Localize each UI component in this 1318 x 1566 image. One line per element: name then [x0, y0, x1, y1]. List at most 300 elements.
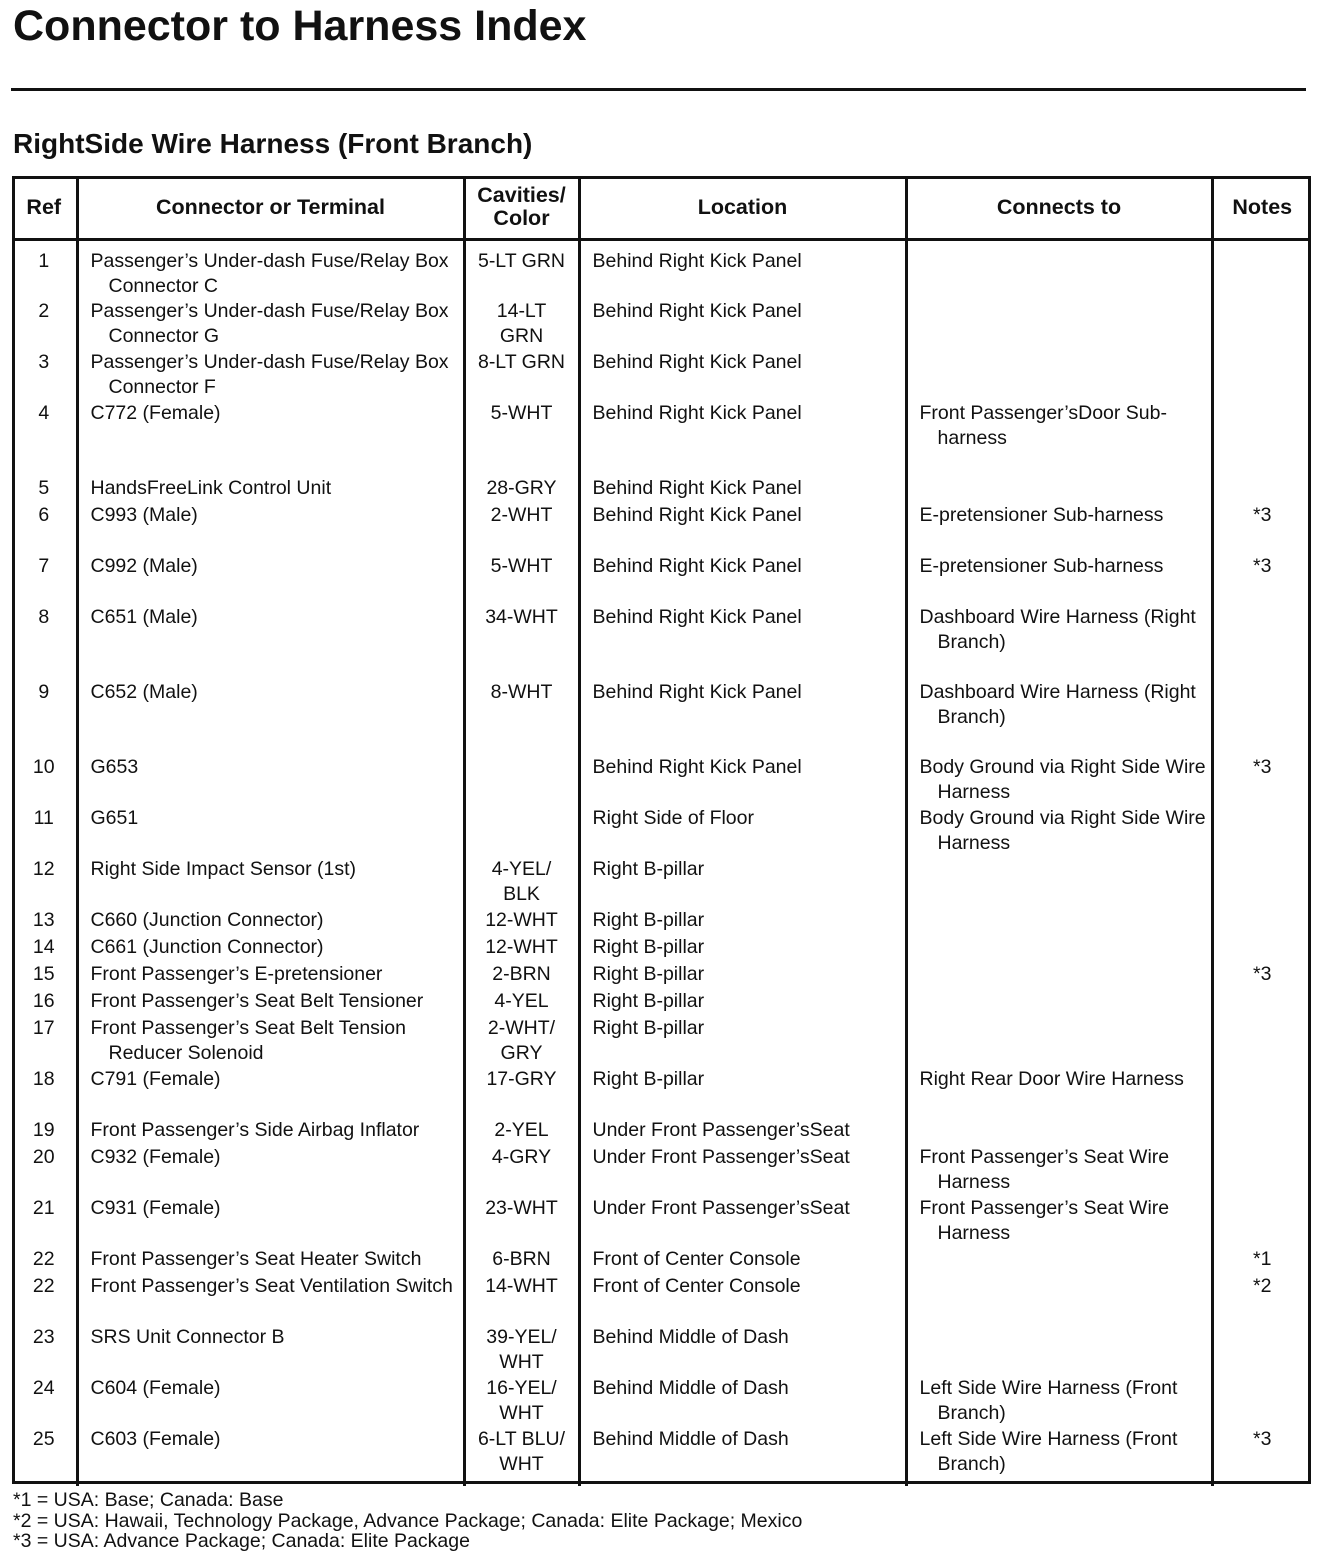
- cavities-cell: [464, 401, 579, 476]
- connects-to-cell: [906, 1145, 1212, 1196]
- notes-cell: [1212, 1118, 1311, 1145]
- cavities-cell: [464, 503, 579, 554]
- cavities-cell-text: 6-BRN: [492, 1248, 551, 1270]
- notes-cell: [1212, 240, 1311, 300]
- cavities-cell-text: 2-BRN: [492, 963, 551, 985]
- notes-cell-text: *3: [1253, 963, 1272, 985]
- location-cell: [579, 554, 906, 605]
- connects-to-cell: [906, 908, 1212, 935]
- table-row: [12, 1376, 1311, 1427]
- location-cell-text: Behind Middle of Dash: [592, 1326, 789, 1348]
- location-cell: [579, 1274, 906, 1325]
- connector-cell: [77, 1016, 464, 1067]
- location-cell-text: Right B-pillar: [592, 1068, 705, 1090]
- cavities-cell: [464, 1196, 579, 1247]
- connector-cell-text: G653: [90, 756, 139, 778]
- footnotes: [13, 1490, 802, 1552]
- notes-cell: [1212, 755, 1311, 806]
- ref-cell-text: 10: [32, 756, 55, 778]
- notes-cell: [1212, 1247, 1311, 1274]
- ref-cell: [12, 476, 77, 503]
- ref-cell: [12, 1325, 77, 1376]
- connects-to-cell-text: E-pretensioner Sub-harness: [919, 504, 1164, 526]
- location-cell: [579, 350, 906, 401]
- location-cell: [579, 1145, 906, 1196]
- ref-cell: [12, 857, 77, 908]
- cavities-cell: [464, 989, 579, 1016]
- cavities-cell: [464, 240, 579, 300]
- connects-to-cell: [906, 1067, 1212, 1118]
- location-cell: [579, 989, 906, 1016]
- table-row: [12, 1016, 1311, 1067]
- location-cell-text: Right B-pillar: [592, 990, 705, 1012]
- table-row: [12, 240, 1311, 300]
- cavities-cell: [464, 962, 579, 989]
- connector-cell: [77, 1145, 464, 1196]
- ref-cell-text: 25: [32, 1428, 55, 1450]
- notes-cell-text: *3: [1253, 555, 1272, 577]
- location-cell: [579, 299, 906, 350]
- cavities-cell-text: 4-YEL/ BLK: [491, 858, 552, 905]
- connector-cell: [77, 1196, 464, 1247]
- location-cell: [579, 806, 906, 857]
- location-cell: [579, 680, 906, 755]
- table-row: [12, 1247, 1311, 1274]
- ref-cell-text: 9: [38, 681, 50, 703]
- connector-cell: [77, 350, 464, 401]
- ref-cell-text: 7: [38, 555, 50, 577]
- connector-cell-text: Passenger’s Under-dash Fuse/Relay Box Connector C: [90, 250, 449, 297]
- connector-cell: [77, 1325, 464, 1376]
- connector-cell: [77, 806, 464, 857]
- notes-cell: [1212, 989, 1311, 1016]
- location-cell-text: Behind Right Kick Panel: [592, 681, 802, 703]
- cavities-cell: [464, 1325, 579, 1376]
- ref-cell: [12, 755, 77, 806]
- notes-cell: [1212, 806, 1311, 857]
- connects-to-cell-text: Body Ground via Right Side Wire Harness: [919, 807, 1206, 854]
- connector-cell-text: C651 (Male): [90, 606, 198, 628]
- ref-cell-text: 13: [32, 909, 55, 931]
- notes-cell: [1212, 1274, 1311, 1325]
- table-row: [12, 401, 1311, 476]
- location-cell: [579, 962, 906, 989]
- location-cell-text: Right B-pillar: [592, 936, 705, 958]
- table-row: [12, 989, 1311, 1016]
- ref-cell: [12, 350, 77, 401]
- ref-cell: [12, 554, 77, 605]
- ref-cell: [12, 1016, 77, 1067]
- table-row: [12, 1427, 1311, 1486]
- table-row: [12, 476, 1311, 503]
- ref-cell-text: 22: [32, 1248, 55, 1270]
- ref-cell: [12, 680, 77, 755]
- connects-to-cell: [906, 1274, 1212, 1325]
- header-notes: Notes: [1212, 176, 1311, 240]
- cavities-cell-text: 12-WHT: [485, 909, 558, 931]
- location-cell: [579, 1196, 906, 1247]
- location-cell-text: Behind Middle of Dash: [592, 1377, 789, 1399]
- location-cell-text: Right B-pillar: [592, 909, 705, 931]
- ref-cell: [12, 1196, 77, 1247]
- connector-cell-text: Front Passenger’s Seat Ventilation Switch: [90, 1275, 453, 1297]
- cavities-cell-text: 4-YEL: [494, 990, 549, 1012]
- connector-cell: [77, 401, 464, 476]
- cavities-cell: [464, 476, 579, 503]
- connects-to-cell-text: Dashboard Wire Harness (Right Branch): [919, 606, 1196, 653]
- connects-to-cell-text: Front Passenger’s Seat Wire Harness: [919, 1197, 1170, 1244]
- location-cell: [579, 1427, 906, 1486]
- connector-cell-text: Front Passenger’s Seat Heater Switch: [90, 1248, 422, 1270]
- connector-cell: [77, 857, 464, 908]
- location-cell: [579, 1247, 906, 1274]
- footnote-3: *3 = USA: Advance Package; Canada: Elite Package: [13, 1530, 470, 1552]
- notes-cell: [1212, 1016, 1311, 1067]
- connects-to-cell-text: Left Side Wire Harness (Front Branch): [919, 1428, 1178, 1475]
- location-cell: [579, 1016, 906, 1067]
- connector-index-table: [12, 176, 1311, 1486]
- ref-cell-text: 23: [32, 1326, 55, 1348]
- ref-cell-text: 2: [38, 300, 50, 322]
- location-cell-text: Right B-pillar: [592, 1017, 705, 1039]
- location-cell-text: Under Front Passenger’sSeat: [592, 1197, 850, 1219]
- connects-to-cell: [906, 935, 1212, 962]
- cavities-cell-text: 2-WHT/ GRY: [487, 1017, 556, 1064]
- cavities-cell: [464, 1145, 579, 1196]
- connector-cell-text: C661 (Junction Connector): [90, 936, 324, 958]
- connector-cell: [77, 1067, 464, 1118]
- notes-cell-text: *1: [1253, 1248, 1272, 1270]
- notes-cell: [1212, 605, 1311, 680]
- connects-to-cell-text: Body Ground via Right Side Wire Harness: [919, 756, 1206, 803]
- connector-cell-text: Right Side Impact Sensor (1st): [90, 858, 357, 880]
- connects-to-cell: [906, 1376, 1212, 1427]
- table-row: [12, 806, 1311, 857]
- connects-to-cell: [906, 989, 1212, 1016]
- cavities-cell: [464, 1274, 579, 1325]
- connector-cell-text: C604 (Female): [90, 1377, 221, 1399]
- location-cell: [579, 857, 906, 908]
- ref-cell: [12, 989, 77, 1016]
- ref-cell-text: 4: [38, 402, 50, 424]
- cavities-cell-text: 28-GRY: [486, 477, 557, 499]
- table-row: [12, 908, 1311, 935]
- page-title: Connector to Harness Index: [13, 2, 587, 50]
- ref-cell: [12, 935, 77, 962]
- connects-to-cell-text: Front Passenger’s Seat Wire Harness: [919, 1146, 1170, 1193]
- connector-cell: [77, 299, 464, 350]
- connects-to-cell-text: Left Side Wire Harness (Front Branch): [919, 1377, 1178, 1424]
- connects-to-cell: [906, 1427, 1212, 1486]
- ref-cell: [12, 1145, 77, 1196]
- cavities-cell-text: 6-LT BLU/ WHT: [477, 1428, 566, 1475]
- table-row: [12, 1196, 1311, 1247]
- notes-cell: [1212, 299, 1311, 350]
- connector-cell: [77, 908, 464, 935]
- connector-cell: [77, 680, 464, 755]
- cavities-cell-text: 5-WHT: [490, 555, 553, 577]
- connects-to-cell: [906, 857, 1212, 908]
- connector-cell: [77, 476, 464, 503]
- location-cell-text: Front of Center Console: [592, 1275, 801, 1297]
- location-cell-text: Front of Center Console: [592, 1248, 801, 1270]
- connects-to-cell: [906, 1016, 1212, 1067]
- cavities-cell-text: 12-WHT: [485, 936, 558, 958]
- connects-to-cell: [906, 240, 1212, 300]
- cavities-cell-text: 2-WHT: [490, 504, 553, 526]
- cavities-cell-text: 39-YEL/ WHT: [486, 1326, 557, 1373]
- connector-cell-text: C993 (Male): [90, 504, 198, 526]
- table-row: [12, 605, 1311, 680]
- connector-cell-text: C992 (Male): [90, 555, 198, 577]
- connects-to-cell: [906, 605, 1212, 680]
- location-cell-text: Behind Right Kick Panel: [592, 504, 802, 526]
- connector-cell-text: Front Passenger’s Seat Belt Tension Reducer Solenoid: [90, 1017, 406, 1064]
- ref-cell-text: 21: [32, 1197, 55, 1219]
- ref-cell: [12, 1274, 77, 1325]
- ref-cell-text: 6: [38, 504, 50, 526]
- connector-cell-text: Front Passenger’s Seat Belt Tensioner: [90, 990, 424, 1012]
- location-cell: [579, 1067, 906, 1118]
- connects-to-cell: [906, 350, 1212, 401]
- notes-cell-text: *3: [1253, 504, 1272, 526]
- table-row: [12, 1325, 1311, 1376]
- cavities-cell: [464, 299, 579, 350]
- cavities-cell: [464, 1016, 579, 1067]
- notes-cell: [1212, 962, 1311, 989]
- ref-cell-text: 20: [32, 1146, 55, 1168]
- connector-cell-text: C603 (Female): [90, 1428, 221, 1450]
- notes-cell: [1212, 1376, 1311, 1427]
- table-body: [12, 240, 1311, 1487]
- cavities-cell-text: 2-YEL: [494, 1119, 549, 1141]
- ref-cell: [12, 1247, 77, 1274]
- ref-cell: [12, 1118, 77, 1145]
- cavities-cell-text: 17-GRY: [486, 1068, 557, 1090]
- connector-cell: [77, 1274, 464, 1325]
- notes-cell: [1212, 857, 1311, 908]
- cavities-cell: [464, 605, 579, 680]
- footnote-1: *1 = USA: Base; Canada: Base: [13, 1489, 284, 1511]
- notes-cell: [1212, 1427, 1311, 1486]
- cavities-cell-text: 8-WHT: [490, 681, 553, 703]
- ref-cell: [12, 962, 77, 989]
- connects-to-cell: [906, 1196, 1212, 1247]
- notes-cell: [1212, 350, 1311, 401]
- ref-cell-text: 17: [32, 1017, 55, 1039]
- connector-cell-text: C652 (Male): [90, 681, 198, 703]
- connector-cell: [77, 1247, 464, 1274]
- location-cell-text: Behind Right Kick Panel: [592, 606, 802, 628]
- table-row: [12, 962, 1311, 989]
- ref-cell: [12, 908, 77, 935]
- location-cell-text: Behind Right Kick Panel: [592, 555, 802, 577]
- connects-to-cell: [906, 476, 1212, 503]
- table-row: [12, 1145, 1311, 1196]
- connector-cell: [77, 989, 464, 1016]
- header-ref: Ref: [12, 176, 77, 240]
- footnote-2: *2 = USA: Hawaii, Technology Package, Advance Package; Canada: Elite Package; Mexico: [13, 1509, 803, 1532]
- connector-cell-text: C660 (Junction Connector): [90, 909, 324, 931]
- cavities-cell: [464, 1376, 579, 1427]
- location-cell-text: Right B-pillar: [592, 963, 705, 985]
- location-cell: [579, 476, 906, 503]
- ref-cell: [12, 240, 77, 300]
- connects-to-cell-text: E-pretensioner Sub-harness: [919, 555, 1164, 577]
- header-connects-to: Connects to: [906, 176, 1212, 240]
- cavities-cell: [464, 554, 579, 605]
- connects-to-cell: [906, 962, 1212, 989]
- connector-cell: [77, 1118, 464, 1145]
- table-row: [12, 1118, 1311, 1145]
- cavities-cell: [464, 1247, 579, 1274]
- connects-to-cell-text: Dashboard Wire Harness (Right Branch): [919, 681, 1196, 728]
- connector-cell-text: HandsFreeLink Control Unit: [90, 477, 332, 499]
- cavities-cell-text: 14-LT GRN: [496, 300, 547, 347]
- notes-cell: [1212, 1067, 1311, 1118]
- location-cell: [579, 1325, 906, 1376]
- connector-cell: [77, 240, 464, 300]
- notes-cell: [1212, 1145, 1311, 1196]
- table-row: [12, 680, 1311, 755]
- connector-cell-text: C772 (Female): [90, 402, 221, 424]
- connector-cell: [77, 1427, 464, 1486]
- connects-to-cell: [906, 680, 1212, 755]
- cavities-cell: [464, 806, 579, 857]
- ref-cell-text: 22: [32, 1275, 55, 1297]
- notes-cell: [1212, 680, 1311, 755]
- location-cell: [579, 503, 906, 554]
- notes-cell: [1212, 935, 1311, 962]
- location-cell: [579, 240, 906, 300]
- ref-cell-text: 3: [38, 351, 50, 373]
- ref-cell-text: 24: [32, 1377, 55, 1399]
- cavities-cell-text: 23-WHT: [485, 1197, 558, 1219]
- connector-cell-text: Front Passenger’s E-pretensioner: [90, 963, 383, 985]
- header-cavities: [464, 176, 579, 240]
- location-cell-text: Behind Right Kick Panel: [592, 477, 802, 499]
- ref-cell: [12, 299, 77, 350]
- connector-cell-text: SRS Unit Connector B: [90, 1326, 285, 1348]
- ref-cell-text: 1: [38, 250, 50, 272]
- table-row: [12, 350, 1311, 401]
- location-cell: [579, 755, 906, 806]
- location-cell: [579, 908, 906, 935]
- ref-cell-text: 18: [32, 1068, 55, 1090]
- location-cell: [579, 1376, 906, 1427]
- table-row: [12, 1067, 1311, 1118]
- notes-cell: [1212, 554, 1311, 605]
- header-location: Location: [579, 176, 906, 240]
- connector-cell: [77, 755, 464, 806]
- table-row: [12, 857, 1311, 908]
- connects-to-cell: [906, 1118, 1212, 1145]
- table-row: [12, 755, 1311, 806]
- cavities-cell: [464, 1427, 579, 1486]
- ref-cell-text: 8: [38, 606, 50, 628]
- table-header-row: [12, 176, 1311, 240]
- connects-to-cell-text: Front Passenger’sDoor Sub-harness: [919, 402, 1167, 449]
- cavities-cell-text: 5-WHT: [490, 402, 553, 424]
- cavities-cell: [464, 350, 579, 401]
- table-row: [12, 299, 1311, 350]
- connector-cell-text: C931 (Female): [90, 1197, 221, 1219]
- table-row: [12, 1274, 1311, 1325]
- ref-cell-text: 19: [32, 1119, 55, 1141]
- header-connector: Connector or Terminal: [77, 176, 464, 240]
- notes-cell: [1212, 503, 1311, 554]
- cavities-cell-text: 16-YEL/ WHT: [486, 1377, 557, 1424]
- location-cell-text: Behind Right Kick Panel: [592, 250, 802, 272]
- ref-cell-text: 12: [32, 858, 55, 880]
- connector-cell: [77, 605, 464, 680]
- connector-cell: [77, 1376, 464, 1427]
- cavities-cell-text: 5-LT GRN: [477, 250, 566, 272]
- cavities-cell: [464, 1067, 579, 1118]
- connector-cell-text: C791 (Female): [90, 1068, 221, 1090]
- ref-cell: [12, 1427, 77, 1486]
- cavities-cell: [464, 935, 579, 962]
- connects-to-cell: [906, 1247, 1212, 1274]
- ref-cell-text: 16: [32, 990, 55, 1012]
- ref-cell: [12, 1376, 77, 1427]
- location-cell: [579, 605, 906, 680]
- ref-cell: [12, 605, 77, 680]
- ref-cell-text: 14: [32, 936, 55, 958]
- table-row: [12, 503, 1311, 554]
- cavities-cell: [464, 908, 579, 935]
- location-cell-text: Behind Middle of Dash: [592, 1428, 789, 1450]
- location-cell-text: Under Front Passenger’sSeat: [592, 1146, 850, 1168]
- connector-cell: [77, 962, 464, 989]
- ref-cell-text: 5: [38, 477, 50, 499]
- location-cell-text: Behind Right Kick Panel: [592, 756, 802, 778]
- location-cell-text: Right Side of Floor: [592, 807, 754, 829]
- connects-to-cell: [906, 1325, 1212, 1376]
- cavities-cell: [464, 1118, 579, 1145]
- location-cell: [579, 935, 906, 962]
- notes-cell: [1212, 1325, 1311, 1376]
- cavities-cell: [464, 857, 579, 908]
- connector-cell-text: Passenger’s Under-dash Fuse/Relay Box Connector F: [90, 351, 449, 398]
- connector-cell: [77, 554, 464, 605]
- section-title: RightSide Wire Harness (Front Branch): [13, 128, 533, 159]
- location-cell-text: Behind Right Kick Panel: [592, 402, 802, 424]
- notes-cell: [1212, 1196, 1311, 1247]
- connector-cell: [77, 503, 464, 554]
- ref-cell: [12, 806, 77, 857]
- connects-to-cell: [906, 755, 1212, 806]
- location-cell: [579, 1118, 906, 1145]
- notes-cell-text: *3: [1253, 1428, 1272, 1450]
- location-cell-text: Under Front Passenger’sSeat: [592, 1119, 850, 1141]
- table-row: [12, 554, 1311, 605]
- connector-cell: [77, 935, 464, 962]
- title-divider: [11, 88, 1306, 91]
- connects-to-cell: [906, 554, 1212, 605]
- ref-cell: [12, 1067, 77, 1118]
- cavities-cell-text: 4-GRY: [491, 1146, 552, 1168]
- connector-cell-text: Passenger’s Under-dash Fuse/Relay Box Connector G: [90, 300, 449, 347]
- connects-to-cell-text: Right Rear Door Wire Harness: [919, 1068, 1184, 1090]
- location-cell-text: Behind Right Kick Panel: [592, 351, 802, 373]
- ref-cell: [12, 503, 77, 554]
- cavities-cell-text: 14-WHT: [485, 1275, 558, 1297]
- notes-cell: [1212, 908, 1311, 935]
- connects-to-cell: [906, 806, 1212, 857]
- connector-cell-text: G651: [90, 807, 139, 829]
- location-cell-text: Behind Right Kick Panel: [592, 300, 802, 322]
